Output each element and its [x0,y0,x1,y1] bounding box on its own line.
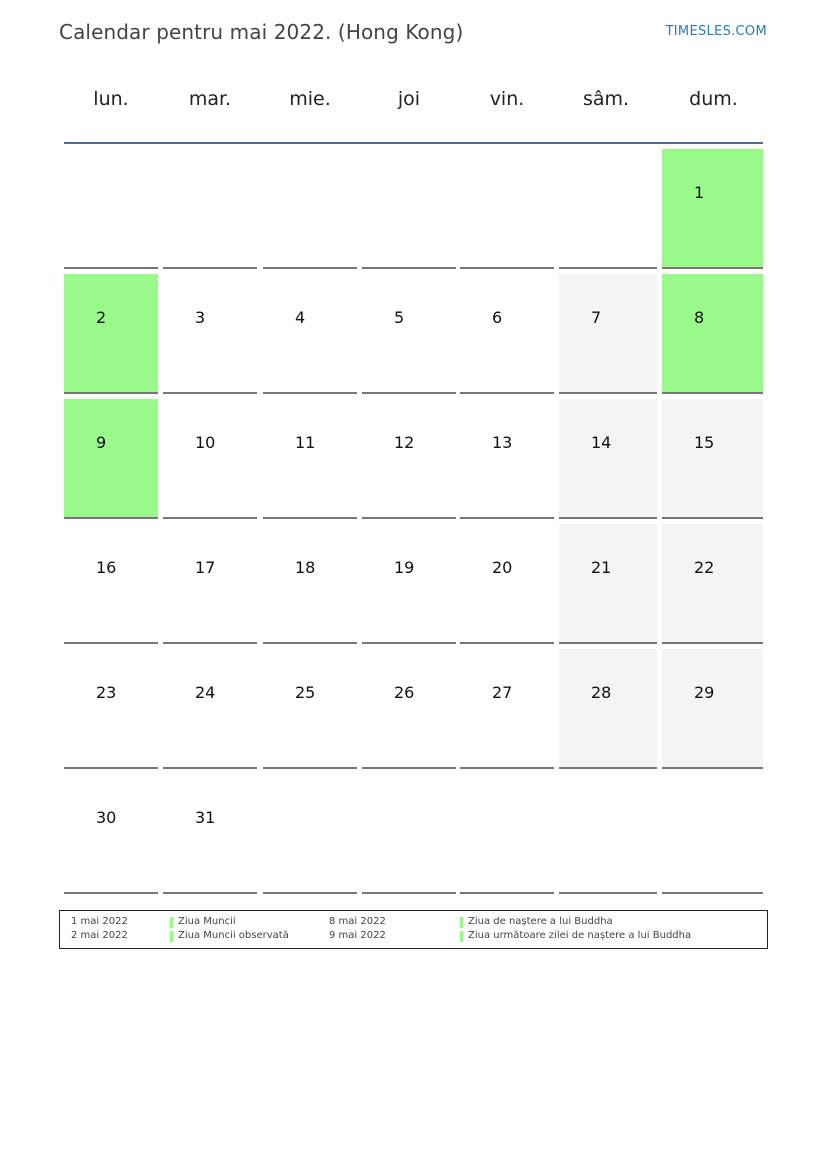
weekday-friday: vin. [489,88,525,110]
calendar-grid [64,149,763,895]
day-number: 6 [492,308,503,327]
day-number: 4 [295,308,306,327]
day-cell [163,774,257,894]
day-cell [64,274,158,394]
day-number: 11 [295,433,316,452]
day-cell [163,524,257,644]
legend-date: 1 mai 2022 [71,916,128,927]
weekday-header [64,88,763,120]
day-number: 5 [394,308,405,327]
legend-holiday-name: Ziua de naștere a lui Buddha [468,916,613,927]
empty-day-cell [362,149,456,269]
legend-holiday-name: Ziua următoare zilei de naștere a lui Buddha [468,930,692,941]
empty-day-cell [559,774,657,894]
empty-day-cell [460,774,554,894]
day-number: 22 [694,558,715,577]
empty-day-cell [163,149,257,269]
day-cell [460,649,554,769]
legend-color-swatch [170,917,173,928]
empty-day-cell [460,149,554,269]
day-cell [362,649,456,769]
empty-day-cell [559,149,657,269]
legend-date: 8 mai 2022 [329,916,386,927]
day-number: 21 [591,558,612,577]
day-cell [263,274,357,394]
day-number: 10 [195,433,216,452]
day-number: 2 [96,308,107,327]
empty-day-cell [64,149,158,269]
day-cell [460,399,554,519]
day-cell [163,649,257,769]
day-number: 9 [96,433,107,452]
day-number: 14 [591,433,612,452]
day-cell [362,399,456,519]
day-number: 16 [96,558,117,577]
legend-color-swatch [460,931,463,942]
day-cell [559,399,657,519]
day-number: 7 [591,308,602,327]
header-divider [64,142,763,144]
day-number: 31 [195,808,216,827]
day-number: 24 [195,683,216,702]
day-cell [559,649,657,769]
legend-holiday-name: Ziua Muncii observată [178,930,289,941]
day-number: 28 [591,683,612,702]
empty-day-cell [263,774,357,894]
page-title: Calendar pentru mai 2022. (Hong Kong) [59,20,464,44]
day-cell [163,274,257,394]
day-cell [64,649,158,769]
day-cell [263,399,357,519]
day-cell [662,399,763,519]
legend-date: 9 mai 2022 [329,930,386,941]
day-number: 1 [694,183,705,202]
day-number: 8 [694,308,705,327]
day-number: 27 [492,683,513,702]
day-number: 30 [96,808,117,827]
weekday-thursday: joi [397,88,421,110]
day-number: 15 [694,433,715,452]
day-cell [362,524,456,644]
weekday-saturday: sâm. [582,88,630,110]
empty-day-cell [662,774,763,894]
day-number: 17 [195,558,216,577]
legend-color-swatch [170,931,173,942]
day-number: 23 [96,683,117,702]
day-cell [362,274,456,394]
weekday-wednesday: mie. [289,88,331,110]
day-cell [64,524,158,644]
day-number: 25 [295,683,316,702]
day-number: 3 [195,308,206,327]
day-cell [460,274,554,394]
day-cell [662,524,763,644]
day-number: 13 [492,433,513,452]
day-cell [163,399,257,519]
day-cell [559,524,657,644]
day-number: 18 [295,558,316,577]
day-number: 19 [394,558,415,577]
day-cell [662,149,763,269]
empty-day-cell [263,149,357,269]
day-cell [559,274,657,394]
weekday-tuesday: mar. [188,88,232,110]
day-number: 29 [694,683,715,702]
day-number: 26 [394,683,415,702]
day-cell [263,524,357,644]
day-cell [64,399,158,519]
holiday-legend [59,910,768,949]
day-cell [662,274,763,394]
legend-holiday-name: Ziua Muncii [178,916,236,927]
weekday-sunday: dum. [689,88,738,110]
day-cell [460,524,554,644]
empty-day-cell [362,774,456,894]
day-cell [662,649,763,769]
legend-color-swatch [460,917,463,928]
brand-link[interactable]: TIMESLES.COM [665,24,767,39]
day-cell [263,649,357,769]
day-cell [64,774,158,894]
weekday-monday: lun. [93,88,129,110]
day-number: 20 [492,558,513,577]
day-number: 12 [394,433,415,452]
legend-date: 2 mai 2022 [71,930,128,941]
